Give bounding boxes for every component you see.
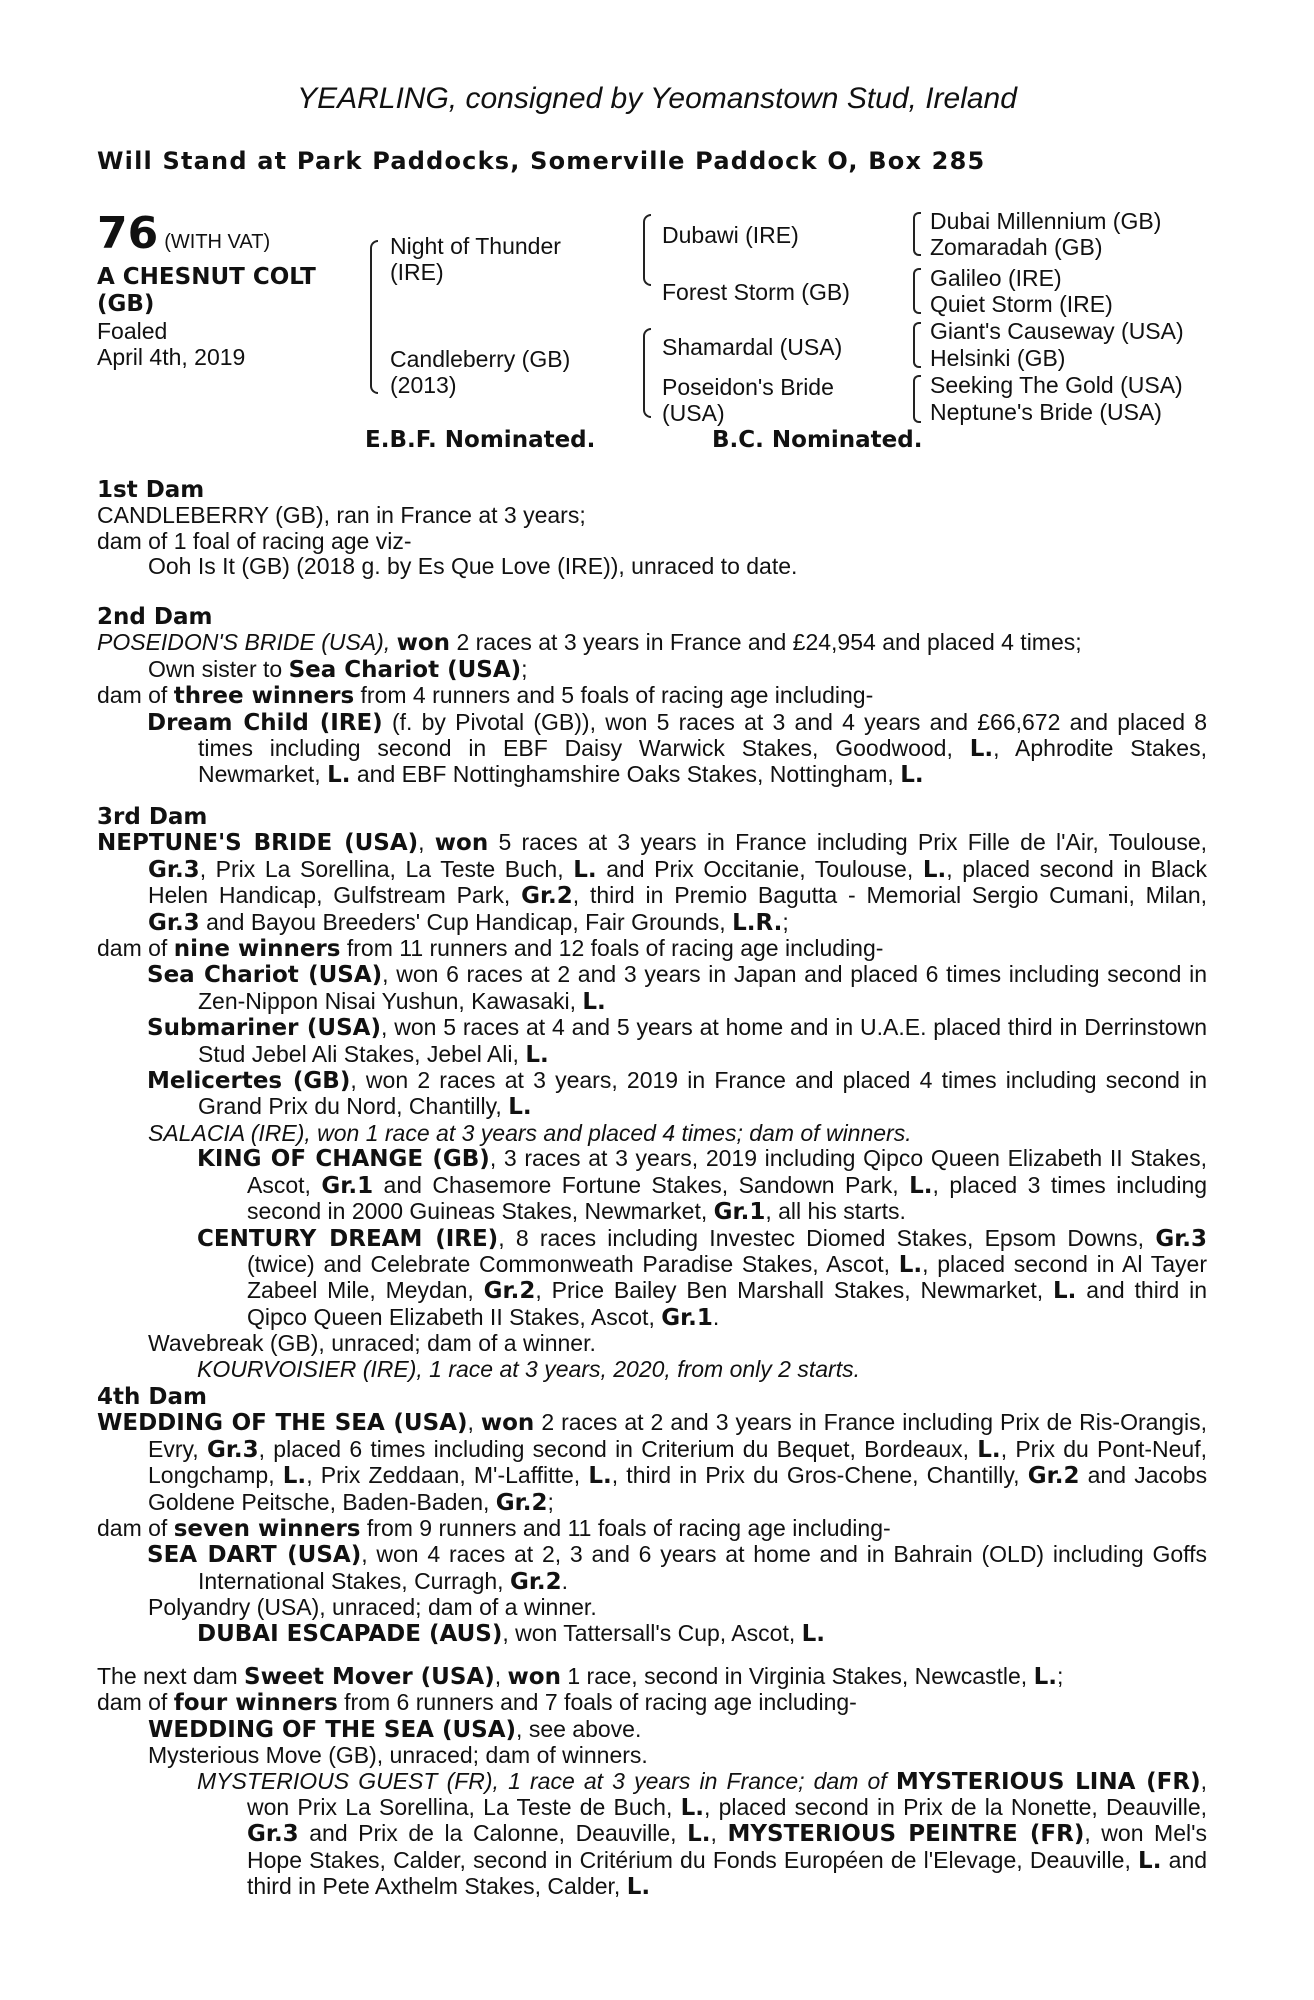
fourth-dam-section <box>97 1385 1207 1647</box>
pedigree-g6: Helsinki (GB) <box>930 345 1066 371</box>
pedigree-brace-g4 <box>913 375 921 423</box>
second-dam-section <box>97 605 1207 789</box>
page-heading: YEARLING, consigned by Yeomanstown Stud, Ireland <box>297 82 1017 115</box>
pedigree-g8: Neptune's Bride (USA) <box>930 399 1162 425</box>
lot-number-block <box>97 208 270 259</box>
lot-description: A CHESNUT COLT (GB) <box>97 264 316 317</box>
pedigree-brace-main <box>370 240 378 394</box>
second-dam-produce-summary: dam of three winners from 4 runners and 5 foals of racing age including- <box>97 682 874 710</box>
pedigree-sire-dam: Forest Storm (GB) <box>662 279 850 305</box>
pedigree-g3: Galileo (IRE) <box>930 265 1062 291</box>
fourth-dam-race-record: WEDDING OF THE SEA (USA), won 2 races at 2 and 3 years in France including Prix de Ris-Orangis, Evry, Gr.3, placed 6 times including second in Criterium du Bequet, Bordeaux, L., Prix du Pont-Neuf, Longchamp, L., Prix Zeddaan, M'-Laffitte, L., third in Prix du Gros-Chene, Chantilly, Gr.2 and Jacobs Goldene Peitsche, Baden-Baden, Gr.2; <box>97 1409 1208 1516</box>
fourth-dam-produce-item: Polyandry (USA), unraced; dam of a winner. <box>148 1594 597 1621</box>
third-dam-produce-item: Submariner (USA), won 5 races at 4 and 5 years at home and in U.A.E. placed third in Derrinstown Stud Jebel Ali Stakes, Jebel Ali, L. <box>147 1014 1207 1068</box>
foaled-date: April 4th, 2019 <box>97 344 246 370</box>
third-dam-produce-item: Melicertes (GB), won 2 races at 3 years, 2019 in France and placed 4 times including second in Grand Prix du Nord, Chantilly, L. <box>147 1067 1207 1121</box>
third-dam-produce-summary: dam of nine winners from 11 runners and 12 foals of racing age including- <box>97 935 884 963</box>
pedigree-g1: Dubai Millennium (GB) <box>930 208 1162 234</box>
pedigree-brace-sire <box>643 214 651 286</box>
lot-number: 76 <box>97 208 159 259</box>
next-dam-grand-produce: MYSTERIOUS GUEST (FR), 1 race at 3 years in France; dam of MYSTERIOUS LINA (FR), won Prix La Sorellina, La Teste de Buch, L., placed second in Prix de la Nonette, Deauville, Gr.3 and Prix de la Calonne, Deauville, L., MYSTERIOUS PEINTRE (FR), won Mel's Hope Stakes, Calder, second in Critérium du Fonds Européen de l'Elevage, Deauville, L. and third in Pete Axthelm Stakes, Calder, L. <box>197 1767 1208 1901</box>
pedigree-brace-g3 <box>913 322 921 368</box>
ebf-nominated: E.B.F. Nominated. <box>365 427 596 453</box>
second-dam-produce-item: Dream Child (IRE) (f. by Pivotal (GB)), won 5 races at 3 and 4 years and £66,672 and placed 8 times including second in EBF Daisy Warwick Stakes, Goodwood, L., Aphrodite Stakes, Newmarket, L. and EBF Nottinghamshire Oaks Stakes, Nottingham, L. <box>147 708 1208 789</box>
pedigree-g4: Quiet Storm (IRE) <box>930 291 1113 317</box>
pedigree-dam-sire: Shamardal (USA) <box>662 334 843 360</box>
third-dam-heading: 3rd Dam <box>97 804 208 830</box>
next-dam-section <box>97 1664 1207 1901</box>
first-dam-produce: Ooh Is It (GB) (2018 g. by Es Que Love (IRE)), unraced to date. <box>148 553 798 580</box>
third-dam-race-record: NEPTUNE'S BRIDE (USA), won 5 races at 3 years in France including Prix Fille de l'Air, Toulouse, Gr.3, Prix La Sorellina, La Teste Buch, L. and Prix Occitanie, Toulouse, L., placed second in Black Helen Handicap, Gulfstream Park, Gr.2, third in Premio Bagutta - Memorial Sergio Cumani, Milan, Gr.3 and Bayou Breeders' Cup Handicap, Fair Grounds, L.R.; <box>97 829 1208 936</box>
third-dam-produce-item: SALACIA (IRE), won 1 race at 3 years and placed 4 times; dam of winners. <box>148 1119 912 1146</box>
bc-nominated: B.C. Nominated. <box>712 427 923 453</box>
next-dam-race-record: The next dam Sweet Mover (USA), won 1 race, second in Virginia Stakes, Newcastle, L.; <box>97 1663 1064 1690</box>
second-dam-heading: 2nd Dam <box>97 604 213 630</box>
pedigree-brace-g2 <box>913 268 921 314</box>
first-dam-line: dam of 1 foal of racing age viz- <box>97 527 412 554</box>
next-dam-produce-item: Mysterious Move (GB), unraced; dam of winners. <box>148 1742 648 1769</box>
pedigree-dam: Candleberry (GB) (2013) <box>390 346 571 398</box>
first-dam-section <box>97 478 1207 580</box>
second-dam-sister: Own sister to Sea Chariot (USA); <box>148 655 528 683</box>
first-dam-heading: 1st Dam <box>97 477 205 503</box>
pedigree-g7: Seeking The Gold (USA) <box>930 372 1183 398</box>
pedigree-dam-dam: Poseidon's Bride (USA) <box>662 374 834 426</box>
fourth-dam-grand-produce: DUBAI ESCAPADE (AUS), won Tattersall's Cup, Ascot, L. <box>197 1619 826 1647</box>
second-dam-race-record: POSEIDON'S BRIDE (USA), won 2 races at 3 years in France and £24,954 and placed 4 times; <box>97 629 1082 657</box>
next-dam-produce-item: WEDDING OF THE SEA (USA), see above. <box>148 1715 642 1743</box>
third-dam-grand-produce: KING OF CHANGE (GB), 3 races at 3 years, 2019 including Qipco Queen Elizabeth II Stakes, Ascot, Gr.1 and Chasemore Fortune Stakes, Sandown Park, L., placed 3 times including second in 2000 Guineas Stakes, Newmarket, Gr.1, all his starts. <box>197 1145 1208 1226</box>
fourth-dam-produce-summary: dam of seven winners from 9 runners and 11 foals of racing age including- <box>97 1515 891 1543</box>
third-dam-grand-produce: KOURVOISIER (IRE), 1 race at 3 years, 2020, from only 2 starts. <box>197 1355 860 1382</box>
vat-label: (WITH VAT) <box>164 231 271 253</box>
third-dam-section <box>97 805 1207 1382</box>
foaled-info <box>97 318 245 370</box>
pedigree-g5: Giant's Causeway (USA) <box>930 318 1184 344</box>
fourth-dam-heading: 4th Dam <box>97 1384 207 1410</box>
first-dam-line: CANDLEBERRY (GB), ran in France at 3 years; <box>97 502 586 529</box>
foaled-label: Foaled <box>97 318 168 344</box>
fourth-dam-produce-item: SEA DART (USA), won 4 races at 2, 3 and 6 years at home and in Bahrain (OLD) including Goffs International Stakes, Curragh, Gr.2. <box>147 1541 1207 1595</box>
pedigree-brace-dam <box>643 328 651 418</box>
pedigree-sire: Night of Thunder (IRE) <box>390 233 561 285</box>
pedigree-g2: Zomaradah (GB) <box>930 234 1103 260</box>
next-dam-produce-summary: dam of four winners from 6 runners and 7 foals of racing age including- <box>97 1689 857 1717</box>
pedigree-brace-g1 <box>913 212 921 256</box>
pedigree-sire-sire: Dubawi (IRE) <box>662 222 799 248</box>
third-dam-grand-produce: CENTURY DREAM (IRE), 8 races including Investec Diomed Stakes, Epsom Downs, Gr.3 (twice) and Celebrate Commonweath Paradise Stakes, Ascot, L., placed second in Al Tayer Zabeel Mile, Meydan, Gr.2, Price Bailey Ben Marshall Stakes, Newmarket, L. and third in Qipco Queen Elizabeth II Stakes, Ascot, Gr.1. <box>197 1224 1208 1331</box>
third-dam-produce-item: Wavebreak (GB), unraced; dam of a winner. <box>148 1330 596 1357</box>
third-dam-produce-item: Sea Chariot (USA), won 6 races at 2 and 3 years in Japan and placed 6 times including second in Zen-Nippon Nisai Yushun, Kawasaki, L. <box>147 961 1207 1015</box>
stand-location: Will Stand at Park Paddocks, Somerville Paddock O, Box 285 <box>97 147 986 175</box>
